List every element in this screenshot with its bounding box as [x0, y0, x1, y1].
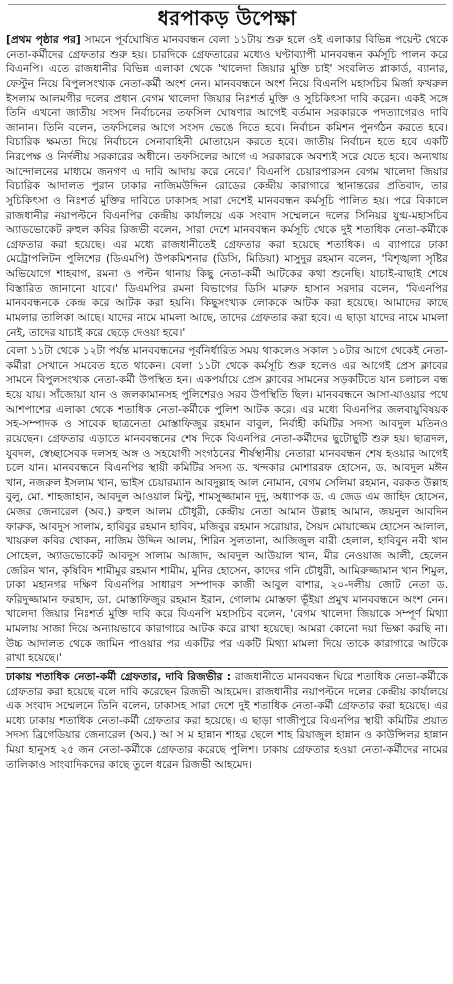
article-body [6, 33, 448, 772]
paragraph-2-text: বেলা ১১টা থেকে ১২টা পর্যন্ত মানববন্ধনের পূর্বনির্ধারিত সময় থাকলেও সকাল ১০টার আগে থেকেই নেতা-কর্মীরা সেখানে সমবেত হতে থাকেন। বেলা ১১টা থেকে কর্মসূচি শুরু হলেও এর আগেই প্রেস ক্লাবের সামনে বিপুলসংখ্যক নেতা-কর্মী উপস্থিত হন। একপর্যায়ে প্রেস ক্লাবের সামনের সড়কটিতে যান চলাচল বন্ধ হয়ে যায়। সাঁজোয়া যান ও জলকামানসহ পুলিশেরও সরব উপস্থিতি ছিল। মানববন্ধনে আসা-যাওয়ার পথে আশপাশের এলাকা থেকে শতাধিক নেতা-কর্মীকে পুলিশ আটক করে। এর মধ্যে বিএনপির জলবায়ুবিষয়ক সহ-সম্পাদক ও সাবেক ছাত্রনেতা মোস্তাফিজুর রহমান বাবুল, নির্বাহী কমিটির সদস্য আবদুল মতিনও রয়েছেন। গ্রেফতার এড়াতে মানববন্ধনের শেষ দিকে বিএনপির নেতা-কর্মীদের ছুটোছুটি শুরু হয়। ছাত্রদল, যুবদল, স্বেচ্ছাসেবক দলসহ অঙ্গ ও সহযোগী সংগঠনের শীর্ষস্থানীয় নেতারা মানববন্ধন শেষ হওয়ার আগেই চলে যান। মানববন্ধনে বিএনপির স্থায়ী কমিটির সদস্য ড. খন্দকার মোশাররফ হোসেন, ড. আবদুল মঈন খান, নজরুল ইসলাম খান, ভাইস চেয়ারম্যান আবদুল্লাহ আল নোমান, বেগম সেলিমা রহমান, বরকত উল্লাহ বুলু, মো. শাহজাহান, আবদুল আওয়াল মিন্টু, শামসুজ্জামান দুদু, অধ্যাপক ড. এ জেড এম জাহিদ হোসেন, মেজর জেনারেল (অব.) রুহুল আলম চৌধুরী, কেন্দ্রীয় নেতা আমান উল্লাহ আমান, জয়নুল আবদিন ফারুক, আবদুস সালাম, হাবিবুর রহমান হাবিব, মজিবুর রহমান সরোয়ার, সৈয়দ মোয়াজ্জেম হোসেন আলাল, খায়রুল কবির খোকন, নাজিম উদ্দিন আলম, শিরিন সুলতানা, আজিজুল বারী হেলাল, হাবিবুন নবী খান সোহেল, অ্যাডভোকেট আবদুস সালাম আজাদ, আবদুল আউয়াল খান, মীর নেওয়াজ আলী, হেলেন জেরিন খান, কৃষিবিদ শামীমুর রহমান শামীম, মুনির হোসেন, কাদের গনি চৌধুরী, আমিরুজ্জামান খান শিমুল, ঢাকা মহানগর দক্ষিণ বিএনপির সাধারণ সম্পাদক কাজী আবুল বাশার, ২০-দলীয় জোট নেতা ড. ফরিদুজ্জামান ফরহাদ, ডা. মোস্তাফিজুর রহমান ইরান, গোলাম মোস্তফা ভূঁইয়া প্রমুখ মানববন্ধনে অংশ নেন। খালেদা জিয়ার নিঃশর্ত মুক্তি দাবি করে বিএনপি মহাসচিব বলেন, 'বেগম খালেদা জিয়াকে সম্পূর্ণ মিথ্যা মামলায় সাজা দিয়ে অন্যায়ভাবে কারাগারে আটক করে রাখা হয়েছে। আমরা কোনো দয়া ভিক্ষা করছি না। উচ্চ আদালত থেকে জামিন পাওয়ার পর একটির পর একটি মিথ্যা মামলা দিয়ে তাকে কারাগারে আটকে রাখা হয়েছে।' [6, 345, 448, 665]
article-headline: ধরপাকড় উপেক্ষা [157, 6, 297, 30]
paragraph-divider [6, 667, 448, 668]
article-paragraph-3 [6, 670, 448, 772]
paragraph-3-text: রাজধানীতে মানববন্ধন ঘিরে শতাধিক নেতা-কর্মীকে গ্রেফতার করা হয়েছে বলে দাবি করেছেন রিজভী আহমেদ। রাজধানীর নয়াপল্টনে দলের কেন্দ্রীয় কার্যালয়ে এক সংবাদ সম্মেলনে তিনি বলেন, ঢাকাসহ সারা দেশে দুই শতাধিক নেতা-কর্মী গ্রেফতার করা হয়েছে। এর মধ্যে ঢাকায় শতাধিক নেতা-কর্মী গ্রেফতার করা হয়েছে। এ ছাড়া গাজীপুরে বিএনপির স্থায়ী কমিটির প্রয়াত সদস্য ব্রিগেডিয়ার জেনারেল (অব.) আ স ম হান্নান শাহর ছেলে শাহ রিয়াজুল হান্নান ও কাউন্সিলর হান্নান মিয়া হানুসহ ২৫ জন নেতা-কর্মীকে গ্রেফতার করেছে পুলিশ। ঢাকায় গ্রেফতার হওয়া নেতা-কর্মীদের নামের তালিকাও সাংবাদিকদের কাছে তুলে ধরেন রিজভী আহমেদ। [6, 670, 448, 771]
paragraph-divider [6, 341, 448, 342]
article-paragraph-1 [6, 33, 448, 340]
continuation-tag: [প্রথম পৃষ্ঠার পর] [6, 34, 81, 46]
paragraph-1-text: সামনে পূর্বঘোষিত মানববন্ধন বেলা ১১টায় শুরু হলে ওই এলাকার বিভিন্ন পয়েন্ট থেকে নেতা-কর্মীদের গ্রেফতার শুরু হয়। চারদিকে গ্রেফতারের মধ্যেও ঘণ্টাব্যাপী মানববন্ধন কর্মসূচি পালন করে বিএনপি। এতে রাজধানীর বিভিন্ন এলাকা থেকে 'খালেদা জিয়ার মুক্তি চাই' সংবলিত প্লাকার্ড, ব্যানার, ফেস্টুন নিয়ে বিপুলসংখ্যক নেতা-কর্মী অংশ নেন। মানববন্ধনে অংশ নিয়ে বিএনপি মহাসচিব মির্জা ফখরুল ইসলাম আলমগীর দলের প্রধান বেগম খালেদা জিয়ার নিঃশর্ত মুক্তি ও সুচিকিৎসা দাবি করেন। একই সঙ্গে তিনি এখনো জাতীয় সংসদ নির্বাচনের তফসিল ঘোষণার আগেই বর্তমান সরকারকে পদত্যাগেরও দাবি জানান। তিনি বলেন, তফসিলের আগে সংসদ ভেঙে দিতে হবে। নির্বাচন কমিশন পুনর্গঠন করতে হবে। বিচারিক ক্ষমতা দিয়ে নির্বাচনে সেনাবাহিনী মোতায়েন করতে হবে। জাতীয় নির্বাচন হতে হবে একটি নিরপেক্ষ ও নির্দলীয় সরকারের অধীনে। তফসিলের আগে এ সরকারকে অবশ্যই সরে যেতে হবে। অন্যথায় আন্দোলনের মাধ্যমে জনগণ এ দাবি আদায় করে নেবে।' বিএনপি চেয়ারপারসন বেগম খালেদা জিয়ার বিচারিক আদালত পুরান ঢাকার নাজিমউদ্দিন রোডের কেন্দ্রীয় কারাগারে স্থানান্তরের প্রতিবাদ, তার সুচিকিৎসা ও নিঃশর্ত মুক্তির দাবিতে ঢাকাসহ সারা দেশেই মানববন্ধন কর্মসূচি পালিত হয়। পরে বিকালে রাজধানীর নয়াপল্টনে বিএনপির কেন্দ্রীয় কার্যালয়ে এক সংবাদ সম্মেলনে দলের সিনিয়র যুগ্ম-মহাসচিব অ্যাডভোকেট রুহুল কবির রিজভী বলেন, সারা দেশে মানববন্ধন কর্মসূচি থেকে দুই শতাধিক নেতা-কর্মীকে গ্রেফতার করা হয়েছে। এর মধ্যে রাজধানীতেই গ্রেফতার করা হয়েছে শতাধিক। এ ব্যাপারে ঢাকা মেট্রোপলিটন পুলিশের (ডিএমপি) উপকমিশনার (ডিসি, মিডিয়া) মাসুদুর রহমান বলেন, 'বিশৃঙ্খলা সৃষ্টির অভিযোগে শাহবাগ, রমনা ও পল্টন থানায় কিছু নেতা-কর্মী আটকের কথা শুনেছি। যাচাই-বাছাই শেষে বিস্তারিত জানানো যাবে।' ডিএমপির রমনা বিভাগের ডিসি মারুফ হাসান সরদার বলেন, 'বিএনপির মানববন্ধনকে কেন্দ্র করে আটক করা হয়নি। কিছুসংখ্যক লোককে আটক করা হয়েছে। আমাদের কাছে মামলার তালিকা আছে। যাদের নামে মামলা আছে, তাদের গ্রেফতার করা হবে। এ ছাড়া যাদের নামে মামলা নেই, তাদের যাচাই করে ছেড়ে দেওয়া হবে।' [6, 34, 448, 339]
article-paragraph-2 [6, 344, 448, 666]
subheading-lead: ঢাকায় শতাধিক নেতা-কর্মী গ্রেফতার, দাবি রিজভীর : [6, 670, 231, 683]
